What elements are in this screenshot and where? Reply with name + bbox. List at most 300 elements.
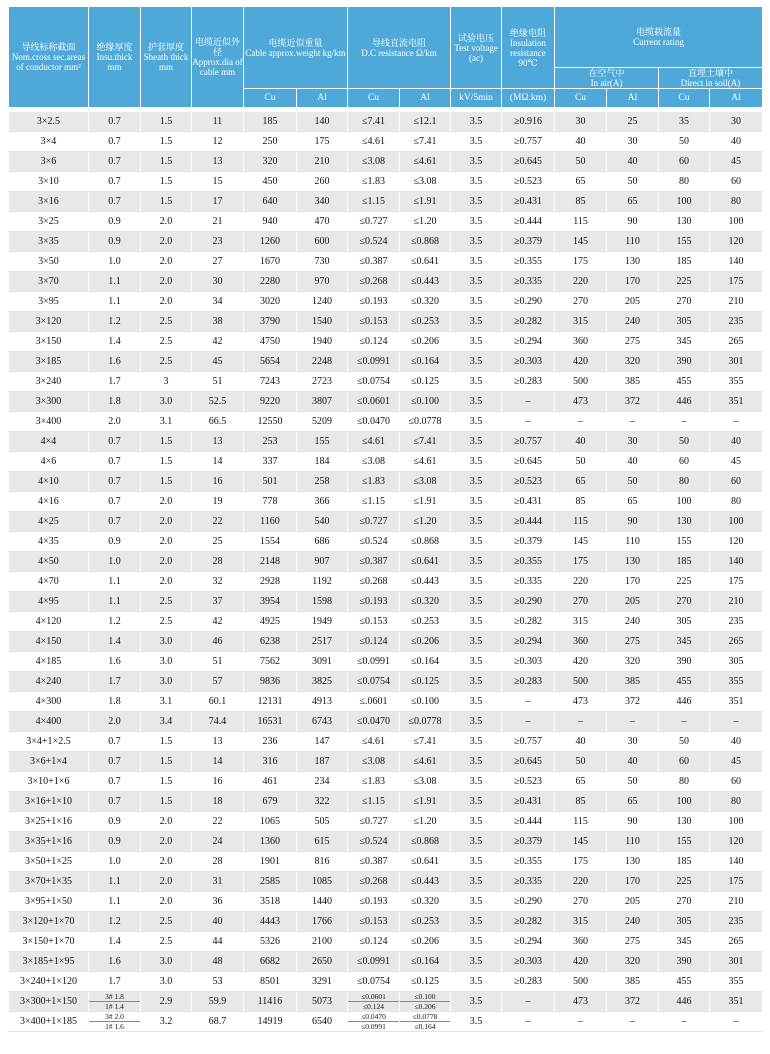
cell-sheath: 2.5 [141, 612, 192, 632]
cell-resistance-al: ≤1.91 [400, 792, 451, 812]
table-row [9, 932, 763, 952]
cell-resistance-al: ≤0.125 [400, 672, 451, 692]
cell-weight-al: 1192 [297, 572, 348, 592]
header-sheath-thickness: 护套厚度 Sheath thick mm [141, 7, 192, 108]
cell-insulation-resistance: – [502, 712, 555, 732]
cell-diameter: 40 [192, 912, 244, 932]
cell-sheath: 3.4 [141, 712, 192, 732]
cell-insulation: 1.0 [89, 252, 141, 272]
cell-insulation-resistance: ≥0.645 [502, 152, 555, 172]
cell-resistance-al [400, 992, 451, 1012]
cell-resistance-cu: ≤0.0754 [348, 672, 400, 692]
header-current-rating: 电缆载流量 Current rating [555, 7, 763, 68]
cell-soil-cu: 100 [659, 792, 710, 812]
cell-sheath: 2.0 [141, 532, 192, 552]
cell-insulation-resistance: ≥0.283 [502, 672, 555, 692]
cell-air-al: 65 [607, 792, 659, 812]
cell-weight-al: 260 [297, 172, 348, 192]
cell-part-lower: ≤0.164 [414, 1022, 436, 1031]
cell-conductor: 3×6 [9, 152, 89, 172]
cell-soil-al: 355 [710, 972, 763, 992]
cell-resistance-al: ≤4.61 [400, 752, 451, 772]
cell-conductor: 3×10+1×6 [9, 772, 89, 792]
cell-insulation-resistance: ≥0.523 [502, 172, 555, 192]
cell-soil-al: 265 [710, 632, 763, 652]
cell-test-voltage: 3.5 [451, 712, 502, 732]
cell-diameter: 31 [192, 872, 244, 892]
table-row [9, 112, 763, 132]
cell-insulation: 1.6 [89, 652, 141, 672]
cell-conductor: 3×150 [9, 332, 89, 352]
table-row [9, 252, 763, 272]
cell-resistance-cu: ≤1.83 [348, 472, 400, 492]
cell-insulation: 0.7 [89, 452, 141, 472]
cell-conductor: 3×16+1×10 [9, 792, 89, 812]
cell-part-lower: 1# 1.4 [105, 1002, 124, 1011]
cell-resistance-cu [348, 1012, 400, 1032]
cell-soil-cu: 50 [659, 432, 710, 452]
cell-resistance-cu: ≤0.193 [348, 892, 400, 912]
cell-part-upper: ≤0.0778 [400, 1012, 450, 1022]
cell-conductor: 3×185+1×95 [9, 952, 89, 972]
cell-air-cu: 420 [555, 352, 607, 372]
cell-diameter: 23 [192, 232, 244, 252]
table-row [9, 792, 763, 812]
cell-diameter: 13 [192, 732, 244, 752]
cell-insulation-resistance: ≥0.294 [502, 932, 555, 952]
cell-resistance-cu: ≤0.124 [348, 632, 400, 652]
cell-weight-cu: 640 [244, 192, 297, 212]
cell-soil-cu: 446 [659, 992, 710, 1012]
cell-insulation-resistance: ≥0.303 [502, 952, 555, 972]
cell-part-upper: ≤0.0470 [348, 1012, 399, 1022]
cell-insulation-resistance: ≥0.282 [502, 912, 555, 932]
cell-conductor: 4×240 [9, 672, 89, 692]
cell-insulation-resistance: ≥0.335 [502, 272, 555, 292]
cell-insulation: 1.1 [89, 272, 141, 292]
cell-air-cu: 420 [555, 652, 607, 672]
cell-soil-al: 355 [710, 372, 763, 392]
cell-soil-al: 100 [710, 812, 763, 832]
cell-soil-cu: 185 [659, 252, 710, 272]
cell-weight-cu: 3518 [244, 892, 297, 912]
cell-weight-al: 2100 [297, 932, 348, 952]
cell-resistance-al: ≤0.125 [400, 372, 451, 392]
cell-diameter: 28 [192, 552, 244, 572]
cell-resistance-al: ≤0.868 [400, 232, 451, 252]
cell-resistance-cu: ≤1.15 [348, 192, 400, 212]
cell-insulation-resistance: ≥0.379 [502, 532, 555, 552]
cell-soil-cu: 345 [659, 632, 710, 652]
cell-soil-cu: 185 [659, 552, 710, 572]
cell-sheath: 3.0 [141, 632, 192, 652]
cell-resistance-al: ≤1.91 [400, 492, 451, 512]
cell-part-upper: 3# 1.8 [89, 992, 140, 1002]
cell-air-cu: 360 [555, 332, 607, 352]
cell-weight-cu: 5326 [244, 932, 297, 952]
cell-test-voltage: 3.5 [451, 112, 502, 132]
cell-weight-cu: 2148 [244, 552, 297, 572]
table-row [9, 592, 763, 612]
cell-sheath: 3.2 [141, 1012, 192, 1032]
header-weight-cu: Cu [244, 89, 297, 108]
cell-soil-cu: 270 [659, 592, 710, 612]
cell-resistance-cu: ≤0.153 [348, 612, 400, 632]
cell-insulation: 1.2 [89, 312, 141, 332]
cell-conductor: 3×10 [9, 172, 89, 192]
cell-weight-cu: 320 [244, 152, 297, 172]
cell-air-cu: 175 [555, 552, 607, 572]
cell-air-cu: 360 [555, 632, 607, 652]
cell-test-voltage: 3.5 [451, 632, 502, 652]
cell-air-al: 25 [607, 112, 659, 132]
cell-sheath: 2.5 [141, 912, 192, 932]
cell-sheath: 3.0 [141, 392, 192, 412]
cell-resistance-al: ≤0.868 [400, 532, 451, 552]
cell-sheath: 2.0 [141, 512, 192, 532]
cell-weight-al: 3291 [297, 972, 348, 992]
cell-sheath: 2.0 [141, 832, 192, 852]
cell-weight-cu: 501 [244, 472, 297, 492]
cell-weight-al: 175 [297, 132, 348, 152]
cell-resistance-cu: ≤1.83 [348, 172, 400, 192]
cell-soil-al: 60 [710, 472, 763, 492]
cell-air-cu: 115 [555, 512, 607, 532]
cell-air-cu: 315 [555, 312, 607, 332]
cell-insulation: 0.9 [89, 212, 141, 232]
header-resistance-cu: Cu [348, 89, 400, 108]
cell-soil-cu: 225 [659, 272, 710, 292]
table-row [9, 452, 763, 472]
cell-air-al: 90 [607, 212, 659, 232]
cell-diameter: 15 [192, 172, 244, 192]
cell-air-al: 385 [607, 972, 659, 992]
cell-insulation: 1.8 [89, 392, 141, 412]
cell-test-voltage: 3.5 [451, 472, 502, 492]
cell-test-voltage: 3.5 [451, 912, 502, 932]
cell-soil-cu: 100 [659, 192, 710, 212]
cell-soil-cu: – [659, 412, 710, 432]
cell-diameter: 42 [192, 332, 244, 352]
cell-insulation: 1.8 [89, 692, 141, 712]
header-weight-al: Al [297, 89, 348, 108]
cell-air-al: 30 [607, 432, 659, 452]
cell-weight-al: 1240 [297, 292, 348, 312]
cell-diameter: 52.5 [192, 392, 244, 412]
cell-diameter: 14 [192, 452, 244, 472]
cell-weight-cu: 7562 [244, 652, 297, 672]
cell-resistance-cu: ≤0.193 [348, 592, 400, 612]
cell-resistance-al: ≤0.206 [400, 632, 451, 652]
cell-insulation-resistance: ≥0.523 [502, 472, 555, 492]
cell-insulation: 0.7 [89, 152, 141, 172]
cell-soil-al: 60 [710, 772, 763, 792]
cell-insulation-resistance: ≥0.290 [502, 292, 555, 312]
table-row [9, 552, 763, 572]
cell-resistance-al: ≤1.20 [400, 812, 451, 832]
cell-resistance-al: ≤0.253 [400, 312, 451, 332]
cell-air-cu: – [555, 712, 607, 732]
cell-test-voltage: 3.5 [451, 772, 502, 792]
cell-insulation-resistance: ≥0.303 [502, 352, 555, 372]
cell-insulation-resistance: ≥0.355 [502, 552, 555, 572]
cell-test-voltage: 3.5 [451, 152, 502, 172]
cell-sheath: 3 [141, 372, 192, 392]
cell-weight-al: 366 [297, 492, 348, 512]
cell-soil-cu: 35 [659, 112, 710, 132]
cell-diameter: 38 [192, 312, 244, 332]
cell-sheath: 3.0 [141, 972, 192, 992]
cell-weight-cu: 253 [244, 432, 297, 452]
cell-soil-cu: 60 [659, 152, 710, 172]
cell-test-voltage: 3.5 [451, 212, 502, 232]
cell-insulation: 2.0 [89, 712, 141, 732]
cell-weight-al: 140 [297, 112, 348, 132]
cell-weight-al: 3091 [297, 652, 348, 672]
cell-air-cu: – [555, 412, 607, 432]
cell-weight-cu: 4925 [244, 612, 297, 632]
cell-soil-cu: 305 [659, 612, 710, 632]
cell-air-cu: 420 [555, 952, 607, 972]
cell-soil-al: 355 [710, 672, 763, 692]
cell-resistance-al: ≤0.125 [400, 972, 451, 992]
cell-conductor: 3×4 [9, 132, 89, 152]
cell-air-cu: 500 [555, 372, 607, 392]
cell-air-cu: 473 [555, 992, 607, 1012]
cell-insulation: 0.7 [89, 192, 141, 212]
cell-soil-al: 301 [710, 352, 763, 372]
cell-weight-cu: 1360 [244, 832, 297, 852]
cell-soil-cu: – [659, 712, 710, 732]
cell-soil-cu: 50 [659, 132, 710, 152]
cell-sheath: 1.5 [141, 112, 192, 132]
cell-weight-al: 210 [297, 152, 348, 172]
cell-weight-cu: 1065 [244, 812, 297, 832]
cell-soil-cu: 185 [659, 852, 710, 872]
cell-conductor: 4×25 [9, 512, 89, 532]
cell-resistance-cu: ≤0.727 [348, 812, 400, 832]
cell-sheath: 1.5 [141, 152, 192, 172]
cell-weight-al: 340 [297, 192, 348, 212]
cell-test-voltage: 3.5 [451, 132, 502, 152]
cell-conductor: 4×50 [9, 552, 89, 572]
cell-test-voltage: 3.5 [451, 732, 502, 752]
cell-insulation: 0.7 [89, 492, 141, 512]
cell-test-voltage: 3.5 [451, 612, 502, 632]
cell-resistance-cu: ≤0.524 [348, 232, 400, 252]
cell-air-cu: 65 [555, 172, 607, 192]
cell-air-al: 372 [607, 392, 659, 412]
cell-soil-cu: 60 [659, 452, 710, 472]
table-row [9, 352, 763, 372]
cell-test-voltage: 3.5 [451, 932, 502, 952]
cell-insulation-resistance: ≥0.303 [502, 652, 555, 672]
cell-diameter: 14 [192, 752, 244, 772]
cell-insulation: 1.1 [89, 872, 141, 892]
cell-air-al: 40 [607, 452, 659, 472]
cell-part-upper: ≤0.0601 [348, 992, 399, 1002]
cell-diameter: 27 [192, 252, 244, 272]
cell-soil-al: 210 [710, 592, 763, 612]
cell-air-cu: 175 [555, 252, 607, 272]
cell-resistance-al: ≤0.320 [400, 592, 451, 612]
cell-insulation-resistance: ≥0.444 [502, 212, 555, 232]
cell-air-al: – [607, 412, 659, 432]
cell-resistance-cu: ≤0.387 [348, 552, 400, 572]
cell-sheath: 1.5 [141, 792, 192, 812]
cell-sheath: 2.5 [141, 332, 192, 352]
cell-conductor: 3×400+1×185 [9, 1012, 89, 1032]
cell-air-al: 275 [607, 632, 659, 652]
cell-weight-al: 147 [297, 732, 348, 752]
cell-weight-al: 322 [297, 792, 348, 812]
cell-air-al: 320 [607, 352, 659, 372]
cell-test-voltage: 3.5 [451, 792, 502, 812]
cell-insulation-resistance: ≥0.355 [502, 852, 555, 872]
table-row [9, 912, 763, 932]
cell-insulation: 2.0 [89, 412, 141, 432]
cell-sheath: 2.0 [141, 572, 192, 592]
cell-air-al: 372 [607, 992, 659, 1012]
header-in-air: 在空气中 In air(A) [555, 68, 659, 89]
cell-resistance-al: ≤0.100 [400, 392, 451, 412]
header-insulation-thickness: 绝缘厚度 Insu.thick mm [89, 7, 141, 108]
cell-weight-cu: 6238 [244, 632, 297, 652]
cell-sheath: 2.9 [141, 992, 192, 1012]
cell-insulation-resistance: ≥0.431 [502, 492, 555, 512]
cell-sheath: 2.0 [141, 552, 192, 572]
cell-test-voltage: 3.5 [451, 492, 502, 512]
cell-diameter: 17 [192, 192, 244, 212]
cell-resistance-cu: ≤0.124 [348, 332, 400, 352]
cell-insulation-resistance: ≥0.431 [502, 792, 555, 812]
cell-conductor: 3×2.5 [9, 112, 89, 132]
cell-sheath: 1.5 [141, 172, 192, 192]
cell-resistance-cu: ≤0.387 [348, 852, 400, 872]
cell-resistance-cu: ≤0.0470 [348, 712, 400, 732]
cell-resistance-cu: ≤1.15 [348, 792, 400, 812]
cell-insulation: 0.7 [89, 772, 141, 792]
cell-soil-al: 235 [710, 912, 763, 932]
cell-air-cu: 145 [555, 832, 607, 852]
cell-insulation: 0.7 [89, 172, 141, 192]
cell-diameter: 68.7 [192, 1012, 244, 1032]
cell-diameter: 57 [192, 672, 244, 692]
cell-resistance-cu: ≤4.61 [348, 132, 400, 152]
cell-sheath: 1.5 [141, 132, 192, 152]
table-row [9, 872, 763, 892]
table-row [9, 312, 763, 332]
cell-sheath: 1.5 [141, 772, 192, 792]
cell-insulation-resistance: – [502, 692, 555, 712]
cell-weight-cu: 9836 [244, 672, 297, 692]
cell-air-cu: 270 [555, 892, 607, 912]
table-row [9, 632, 763, 652]
cell-weight-cu: 2280 [244, 272, 297, 292]
cell-test-voltage: 3.5 [451, 872, 502, 892]
cell-insulation-resistance: ≥0.335 [502, 872, 555, 892]
cell-soil-al: 120 [710, 532, 763, 552]
cell-insulation-resistance: – [502, 392, 555, 412]
cell-resistance-al: ≤0.253 [400, 912, 451, 932]
cell-insulation-resistance: ≥0.645 [502, 752, 555, 772]
cell-diameter: 18 [192, 792, 244, 812]
cell-sheath: 3.1 [141, 692, 192, 712]
cell-resistance-al: ≤1.91 [400, 192, 451, 212]
cell-diameter: 46 [192, 632, 244, 652]
cell-weight-cu: 7243 [244, 372, 297, 392]
cell-resistance-cu: ≤3.08 [348, 152, 400, 172]
cell-air-cu: 145 [555, 232, 607, 252]
cell-soil-al: – [710, 412, 763, 432]
cell-diameter: 44 [192, 932, 244, 952]
cell-part-lower: ≤0.124 [363, 1002, 385, 1011]
header-test-voltage-unit: kV/5min [451, 89, 502, 108]
cell-resistance-al: ≤0.443 [400, 272, 451, 292]
cell-insulation: 1.1 [89, 892, 141, 912]
cell-soil-cu: 305 [659, 912, 710, 932]
header-soil-al: Al [710, 89, 763, 108]
cell-resistance-al: ≤0.320 [400, 292, 451, 312]
cell-weight-al: 2517 [297, 632, 348, 652]
table-row [9, 512, 763, 532]
cell-soil-al: 140 [710, 552, 763, 572]
cell-weight-al: 1766 [297, 912, 348, 932]
cell-resistance-cu: ≤0.124 [348, 932, 400, 952]
table-row [9, 892, 763, 912]
table-row [9, 472, 763, 492]
table-row [9, 332, 763, 352]
cell-soil-al: 45 [710, 152, 763, 172]
cell-diameter: 34 [192, 292, 244, 312]
cell-sheath: 2.0 [141, 812, 192, 832]
cell-weight-al: 686 [297, 532, 348, 552]
cell-air-al: 205 [607, 892, 659, 912]
table-row [9, 272, 763, 292]
cell-air-cu: 115 [555, 812, 607, 832]
cell-test-voltage: 3.5 [451, 372, 502, 392]
cell-diameter: 60.1 [192, 692, 244, 712]
cell-conductor: 4×185 [9, 652, 89, 672]
cell-resistance-cu: ≤0.0754 [348, 372, 400, 392]
cell-insulation: 0.9 [89, 832, 141, 852]
cell-diameter: 16 [192, 772, 244, 792]
cell-air-cu: 145 [555, 532, 607, 552]
cell-resistance-cu: ≤.0601 [348, 692, 400, 712]
cell-diameter: 30 [192, 272, 244, 292]
cell-test-voltage: 3.5 [451, 352, 502, 372]
cell-soil-al: 351 [710, 992, 763, 1012]
cell-resistance-al: ≤3.08 [400, 772, 451, 792]
cell-resistance-cu: ≤0.524 [348, 532, 400, 552]
cell-weight-cu: 236 [244, 732, 297, 752]
cell-air-al: 170 [607, 872, 659, 892]
cell-air-cu: 270 [555, 292, 607, 312]
cell-soil-cu: 100 [659, 492, 710, 512]
cell-weight-al: 470 [297, 212, 348, 232]
cell-sheath: 2.0 [141, 272, 192, 292]
cell-soil-cu: 305 [659, 312, 710, 332]
cell-soil-cu: 130 [659, 512, 710, 532]
cell-resistance-cu: ≤0.193 [348, 292, 400, 312]
cell-air-cu: 30 [555, 112, 607, 132]
cell-insulation: 1.1 [89, 592, 141, 612]
cell-soil-al: 265 [710, 932, 763, 952]
cell-conductor: 4×300 [9, 692, 89, 712]
table-row [9, 132, 763, 152]
cell-resistance-al: ≤3.08 [400, 472, 451, 492]
cell-soil-al: 40 [710, 432, 763, 452]
